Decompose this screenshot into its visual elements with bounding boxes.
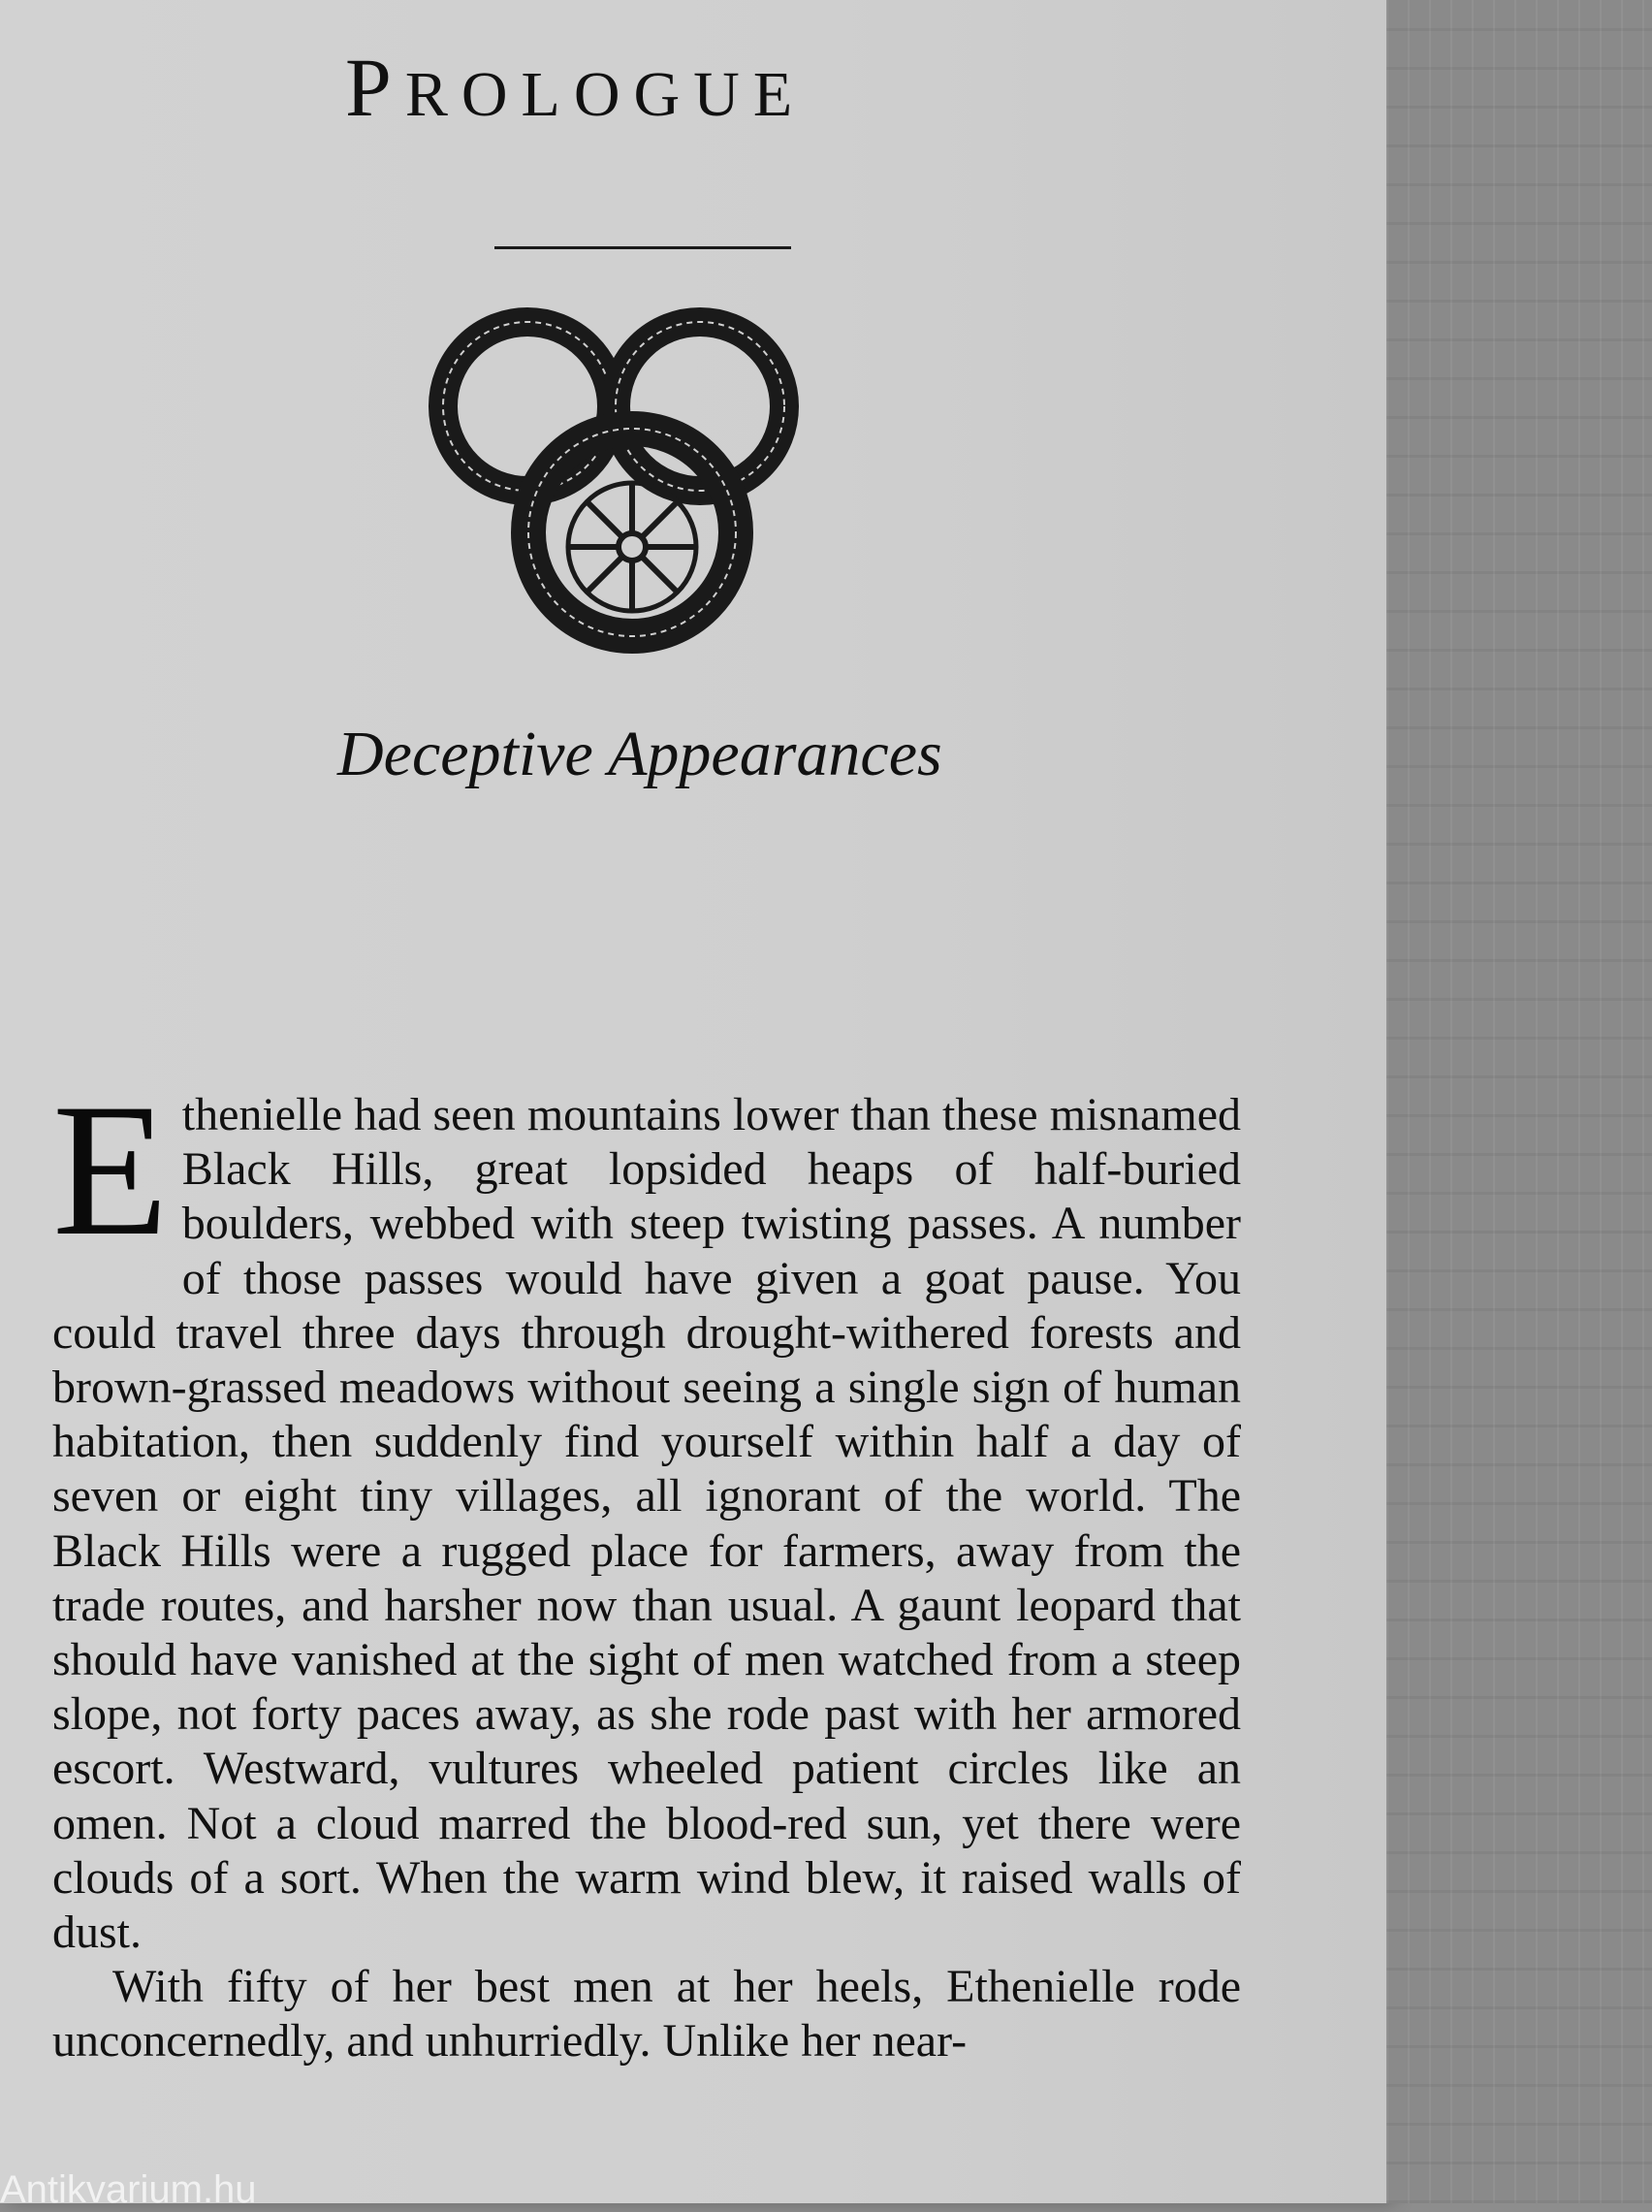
chapter-heading-initial: P — [345, 41, 405, 134]
paragraph-1-text: thenielle had seen mountains lower than these misnamed Black Hills, great lopsided heaps of half-buried boulders, webbed with steep twisting passes. A number of those passes would have given a goat pause. You could travel three days through drought-withered forests and brown-grassed meadows without seeing a single sign of human habitation, then suddenly find yourself within half a day of seven or eight tiny villages, all ignorant of the world. The Black Hills were a rugged place for farmers, away from the trade routes, and harsher now than usual. A gaunt leopard that should have vanished at the sight of men watched from a steep slope, not forty paces away, as she rode past with her armored escort. Westward, vultures wheeled patient circles like an omen. Not a cloud marred the blood-red sun, yet there were clouds of a sort. When the warm wind blew, it raised walls of dust. — [52, 1089, 1241, 1959]
paragraph-1 — [52, 1065, 1241, 1960]
drop-cap: E — [52, 1065, 169, 1275]
heading-rule — [494, 246, 791, 249]
background-surface — [1386, 0, 1652, 2203]
chapter-heading — [345, 39, 806, 136]
paragraph-2: With fifty of her best men at her heels, Ethenielle rode unconcernedly, and unhurriedly. Unlike her near- — [52, 1961, 1241, 2068]
chapter-subtitle: Deceptive Appearances — [337, 719, 942, 789]
chapter-body — [52, 1065, 1241, 2069]
chapter-heading-rest: ROLOGUE — [404, 59, 807, 130]
watermark: Antikvarium.hu — [0, 2168, 257, 2211]
three-interlocking-rings-with-wheel-icon — [427, 299, 843, 677]
wheel-hub — [619, 533, 646, 561]
wheel-spokes — [568, 483, 696, 611]
